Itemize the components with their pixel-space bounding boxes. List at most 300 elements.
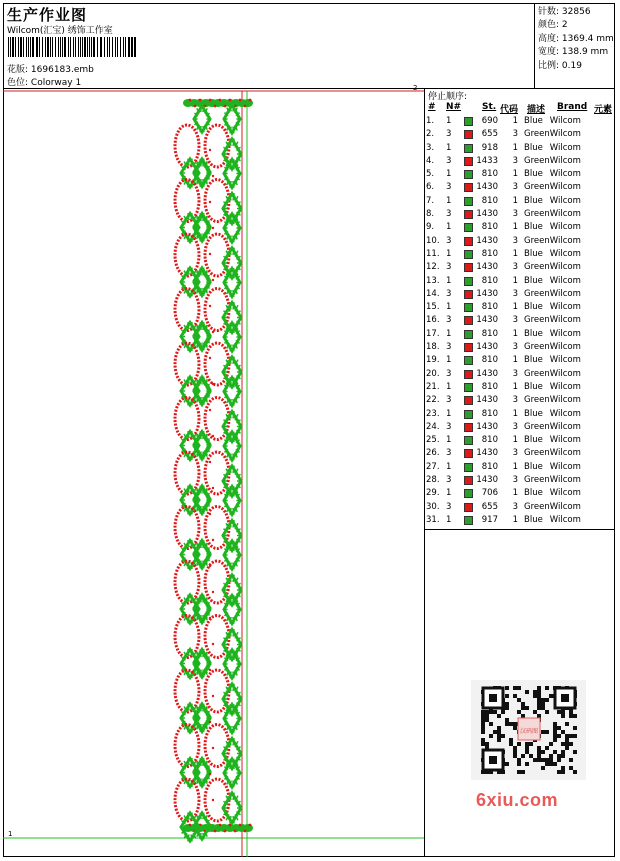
- border-dot: [209, 99, 212, 102]
- scatter-dot: [212, 331, 214, 333]
- color-swatch: [464, 489, 473, 498]
- row-code: 1: [512, 222, 518, 233]
- row-needle: 3: [446, 129, 452, 140]
- row-brand: Wilcom: [549, 222, 581, 233]
- green-diamond: [224, 650, 241, 679]
- table-row: [426, 474, 590, 487]
- qr-module: [549, 742, 553, 746]
- row-index: 18.: [426, 342, 440, 353]
- qr-module: [569, 742, 573, 746]
- table-row: [426, 168, 590, 181]
- qr-module: [537, 690, 541, 694]
- table-row: [426, 501, 590, 514]
- qr-module: [573, 770, 577, 774]
- qr-module: [533, 710, 537, 714]
- qr-module: [505, 686, 509, 690]
- color-swatch: [464, 277, 473, 286]
- table-row: [426, 354, 590, 367]
- row-needle: 3: [446, 421, 452, 432]
- qr-module: [553, 722, 557, 726]
- row-stitches: 1430: [476, 475, 498, 486]
- table-row: [426, 261, 590, 274]
- qr-module: [561, 754, 565, 758]
- row-needle: 1: [446, 302, 452, 313]
- row-stitches: 810: [481, 461, 498, 472]
- green-diamond: [223, 738, 242, 769]
- color-swatch: [464, 436, 473, 445]
- red-oval: [175, 779, 199, 821]
- row-index: 22.: [426, 395, 440, 406]
- scatter-dot: [212, 279, 214, 281]
- qr-module: [553, 726, 557, 730]
- qr-module: [557, 726, 561, 730]
- row-stitches: 810: [481, 275, 498, 286]
- row-index: 19.: [426, 355, 440, 366]
- qr-module: [565, 746, 569, 750]
- row-desc: Blue: [524, 116, 543, 126]
- row-desc: Blue: [524, 435, 543, 446]
- row-desc: Green: [524, 262, 550, 273]
- qr-module: [557, 710, 561, 714]
- red-oval: [175, 398, 199, 440]
- table-row: [426, 368, 590, 381]
- row-code: 1: [512, 461, 518, 472]
- qr-module: [533, 758, 537, 762]
- qr-module: [561, 730, 565, 734]
- qr-module: [561, 750, 565, 754]
- row-index: 21.: [426, 381, 440, 392]
- green-diamond: [223, 466, 242, 497]
- qr-module: [517, 742, 521, 746]
- row-brand: Wilcom: [549, 262, 581, 273]
- scatter-dot: [209, 461, 211, 463]
- table-row: [426, 115, 590, 128]
- color-swatch: [464, 516, 473, 525]
- stat-scale: 比例: 0.19: [538, 60, 582, 71]
- row-needle: 3: [446, 288, 452, 299]
- row-stitches: 810: [481, 222, 498, 233]
- qr-module: [541, 698, 545, 702]
- qr-module: [521, 702, 525, 706]
- border-dot: [244, 105, 247, 108]
- row-brand: Wilcom: [549, 328, 581, 339]
- row-code: 1: [512, 328, 518, 339]
- qr-module: [489, 722, 493, 726]
- color-swatch: [464, 476, 473, 485]
- qr-module: [525, 690, 529, 694]
- row-needle: 3: [446, 342, 452, 353]
- color-swatch: [464, 423, 473, 432]
- row-stitches: 810: [481, 195, 498, 206]
- border-dot: [224, 830, 227, 833]
- qr-module: [553, 734, 557, 738]
- row-index: 13.: [426, 275, 440, 286]
- color-swatch: [464, 503, 473, 512]
- scatter-dot: [209, 253, 211, 255]
- qr-module: [569, 714, 573, 718]
- row-index: 30.: [426, 501, 440, 512]
- row-brand: Wilcom: [549, 355, 581, 366]
- qr-module: [561, 710, 565, 714]
- row-needle: 1: [446, 488, 452, 499]
- scatter-dot: [212, 383, 214, 385]
- green-diamond: [194, 106, 211, 133]
- qr-module: [553, 762, 557, 766]
- qr-module: [569, 734, 573, 738]
- color-swatch: [464, 343, 473, 352]
- row-needle: 3: [446, 501, 452, 512]
- row-stitches: 690: [481, 116, 498, 126]
- row-desc: Green: [524, 209, 550, 220]
- qr-module: [537, 694, 541, 698]
- stat-height: 高度: 1369.4 mm: [538, 33, 614, 44]
- row-needle: 1: [446, 142, 452, 153]
- qr-module: [533, 690, 537, 694]
- qr-module: [509, 722, 513, 726]
- qr-module: [553, 730, 557, 734]
- table-row: [426, 381, 590, 394]
- color-swatch: [464, 197, 473, 206]
- row-index: 2.: [426, 129, 435, 140]
- row-desc: Green: [524, 368, 550, 379]
- row-stitches: 810: [481, 435, 498, 446]
- qr-module: [565, 734, 569, 738]
- col-index: #: [428, 102, 436, 112]
- row-stitches: 1430: [476, 235, 498, 246]
- qr-module: [481, 726, 485, 730]
- row-index: 5.: [426, 169, 435, 180]
- red-oval: [175, 616, 199, 658]
- row-index: 11.: [426, 248, 440, 259]
- qr-module: [525, 742, 529, 746]
- qr-module: [505, 718, 509, 722]
- guide-label-bottom: 1: [8, 830, 13, 838]
- row-desc: Green: [524, 235, 550, 246]
- qr-module: [525, 746, 529, 750]
- qr-module: [537, 746, 541, 750]
- table-row: [426, 195, 590, 208]
- qr-module: [553, 750, 557, 754]
- red-oval: [175, 234, 199, 276]
- color-swatch: [464, 383, 473, 392]
- scatter-dot: [209, 305, 211, 307]
- color-swatch: [464, 250, 473, 259]
- row-needle: 3: [446, 368, 452, 379]
- stop-sequence-table: [426, 115, 590, 527]
- border-dot: [229, 99, 232, 102]
- color-swatch: [464, 463, 473, 472]
- row-code: 3: [512, 235, 518, 246]
- qr-module: [513, 694, 517, 698]
- row-brand: Wilcom: [549, 288, 581, 299]
- row-needle: 1: [446, 461, 452, 472]
- border-dot: [199, 99, 202, 102]
- border-dot: [239, 824, 242, 827]
- red-oval: [175, 180, 199, 222]
- row-code: 3: [512, 342, 518, 353]
- row-stitches: 918: [481, 142, 498, 153]
- qr-module: [485, 742, 489, 746]
- guide-label-top: 2: [413, 84, 418, 92]
- qr-module: [517, 686, 521, 690]
- row-desc: Blue: [524, 142, 543, 153]
- qr-module: [521, 770, 525, 774]
- table-row: [426, 341, 590, 354]
- qr-module: [497, 726, 501, 730]
- row-code: 1: [512, 355, 518, 366]
- row-brand: Wilcom: [549, 315, 581, 326]
- row-code: 3: [512, 155, 518, 166]
- qr-module: [541, 758, 545, 762]
- qr-module: [517, 762, 521, 766]
- color-swatch: [464, 303, 473, 312]
- qr-module: [497, 730, 501, 734]
- row-index: 20.: [426, 368, 440, 379]
- row-brand: Wilcom: [549, 209, 581, 220]
- row-desc: Blue: [524, 275, 543, 286]
- table-row: [426, 248, 590, 261]
- row-desc: Green: [524, 129, 550, 140]
- row-index: 4.: [426, 155, 435, 166]
- qr-finder-core: [489, 756, 497, 764]
- table-row: [426, 447, 590, 460]
- row-code: 1: [512, 195, 518, 206]
- qr-module: [521, 714, 525, 718]
- row-needle: 3: [446, 395, 452, 406]
- red-oval: [175, 125, 199, 167]
- qr-module: [545, 746, 549, 750]
- qr-module: [541, 706, 545, 710]
- color-swatch: [464, 130, 473, 139]
- qr-module: [505, 706, 509, 710]
- scatter-dot: [212, 695, 214, 697]
- qr-module: [537, 758, 541, 762]
- green-diamond: [223, 302, 242, 333]
- row-desc: Green: [524, 155, 550, 166]
- green-diamond: [223, 357, 242, 388]
- scatter-dot: [209, 669, 211, 671]
- qr-module: [513, 722, 517, 726]
- row-desc: Blue: [524, 461, 543, 472]
- row-stitches: 1430: [476, 421, 498, 432]
- table-row: [426, 514, 590, 527]
- row-index: 10.: [426, 235, 440, 246]
- row-stitches: 917: [481, 514, 498, 525]
- row-index: 7.: [426, 195, 435, 206]
- row-index: 23.: [426, 408, 440, 419]
- border-dot: [194, 105, 197, 108]
- qr-module: [549, 762, 553, 766]
- row-code: 1: [512, 381, 518, 392]
- green-diamond: [223, 193, 242, 224]
- color-swatch: [464, 370, 473, 379]
- row-brand: Wilcom: [549, 381, 581, 392]
- red-oval: [175, 725, 199, 767]
- qr-module: [525, 762, 529, 766]
- qr-module: [557, 770, 561, 774]
- table-row: [426, 208, 590, 221]
- border-dot: [219, 99, 222, 102]
- table-row: [426, 221, 590, 234]
- red-oval: [175, 670, 199, 712]
- red-oval: [175, 507, 199, 549]
- color-swatch: [464, 290, 473, 299]
- row-code: 3: [512, 448, 518, 459]
- row-code: 3: [512, 315, 518, 326]
- qr-module: [529, 742, 533, 746]
- qr-module: [481, 730, 485, 734]
- row-code: 1: [512, 488, 518, 499]
- row-code: 1: [512, 116, 518, 126]
- qr-module: [513, 686, 517, 690]
- green-diamond: [224, 704, 241, 733]
- scatter-dot: [209, 617, 211, 619]
- row-index: 9.: [426, 222, 435, 233]
- qr-module: [573, 726, 577, 730]
- color-swatch: [464, 210, 473, 219]
- qr-module: [569, 766, 573, 770]
- row-brand: Wilcom: [549, 395, 581, 406]
- qr-module: [553, 738, 557, 742]
- stats-divider: [534, 3, 535, 88]
- qr-module: [485, 714, 489, 718]
- row-index: 8.: [426, 209, 435, 220]
- row-brand: Wilcom: [549, 129, 581, 140]
- qr-module: [485, 710, 489, 714]
- row-brand: Wilcom: [549, 461, 581, 472]
- qr-module: [545, 762, 549, 766]
- green-diamond: [224, 377, 241, 406]
- row-brand: Wilcom: [549, 275, 581, 286]
- qr-module: [549, 694, 553, 698]
- row-brand: Wilcom: [549, 488, 581, 499]
- qr-module: [481, 742, 485, 746]
- qr-finder-core: [489, 694, 497, 702]
- row-needle: 1: [446, 195, 452, 206]
- row-code: 3: [512, 262, 518, 273]
- row-code: 3: [512, 475, 518, 486]
- row-stitches: 1430: [476, 262, 498, 273]
- stats-panel: [538, 6, 614, 73]
- qr-module: [573, 734, 577, 738]
- design-label: 花版:: [7, 65, 29, 75]
- row-brand: Wilcom: [549, 116, 581, 126]
- row-stitches: 1433: [476, 155, 498, 166]
- border-dot: [189, 824, 192, 827]
- row-desc: Blue: [524, 222, 543, 233]
- row-desc: Green: [524, 342, 550, 353]
- row-index: 3.: [426, 142, 435, 153]
- row-stitches: 810: [481, 302, 498, 313]
- row-needle: 3: [446, 262, 452, 273]
- row-desc: Blue: [524, 408, 543, 419]
- row-brand: Wilcom: [549, 408, 581, 419]
- qr-module: [505, 702, 509, 706]
- row-index: 16.: [426, 315, 440, 326]
- qr-module: [569, 710, 573, 714]
- green-diamond: [223, 520, 242, 551]
- row-desc: Green: [524, 448, 550, 459]
- watermark-url: 6xiu.com: [476, 790, 559, 810]
- qr-module: [545, 758, 549, 762]
- qr-module: [565, 742, 569, 746]
- color-swatch: [464, 144, 473, 153]
- row-desc: Blue: [524, 514, 543, 525]
- row-needle: 3: [446, 182, 452, 193]
- row-needle: 1: [446, 328, 452, 339]
- qr-module: [557, 758, 561, 762]
- green-diamond: [224, 268, 241, 297]
- table-row: [426, 301, 590, 314]
- qr-module: [561, 770, 565, 774]
- table-row: [426, 155, 590, 168]
- qr-module: [537, 750, 541, 754]
- row-stitches: 1430: [476, 315, 498, 326]
- red-oval: [175, 343, 199, 385]
- row-needle: 3: [446, 155, 452, 166]
- row-brand: Wilcom: [549, 501, 581, 512]
- color-swatch: [464, 263, 473, 272]
- row-brand: Wilcom: [549, 169, 581, 180]
- green-diamond: [224, 214, 241, 243]
- red-oval: [175, 289, 199, 331]
- row-stitches: 1430: [476, 288, 498, 299]
- qr-module: [505, 762, 509, 766]
- qr-module: [481, 722, 485, 726]
- row-code: 3: [512, 129, 518, 140]
- qr-module: [517, 710, 521, 714]
- row-brand: Wilcom: [549, 475, 581, 486]
- table-row: [426, 235, 590, 248]
- green-diamond: [223, 575, 242, 606]
- row-code: 3: [512, 501, 518, 512]
- color-swatch: [464, 449, 473, 458]
- colorway-label: 色位:: [7, 78, 29, 88]
- qr-module: [501, 734, 505, 738]
- row-desc: Green: [524, 501, 550, 512]
- scatter-dot: [209, 513, 211, 515]
- table-row: [426, 314, 590, 327]
- table-row: [426, 434, 590, 447]
- green-diamond: [224, 105, 241, 134]
- qr-module: [481, 710, 485, 714]
- green-diamond: [224, 323, 241, 352]
- row-brand: Wilcom: [549, 421, 581, 432]
- row-needle: 1: [446, 275, 452, 286]
- qr-module: [497, 738, 501, 742]
- row-needle: 1: [446, 514, 452, 525]
- row-stitches: 810: [481, 408, 498, 419]
- border-dot: [224, 105, 227, 108]
- qr-module: [509, 742, 513, 746]
- qr-module: [509, 738, 513, 742]
- table-row: [426, 421, 590, 434]
- scatter-dot: [212, 747, 214, 749]
- table-row: [426, 128, 590, 141]
- scatter-dot: [212, 591, 214, 593]
- qr-module: [485, 718, 489, 722]
- row-code: 1: [512, 248, 518, 259]
- row-needle: 1: [446, 435, 452, 446]
- qr-module: [513, 754, 517, 758]
- green-diamond: [223, 139, 242, 170]
- color-swatch: [464, 330, 473, 339]
- row-code: 3: [512, 182, 518, 193]
- table-row: [426, 328, 590, 341]
- row-code: 3: [512, 288, 518, 299]
- color-swatch: [464, 396, 473, 405]
- table-divider: [424, 88, 425, 857]
